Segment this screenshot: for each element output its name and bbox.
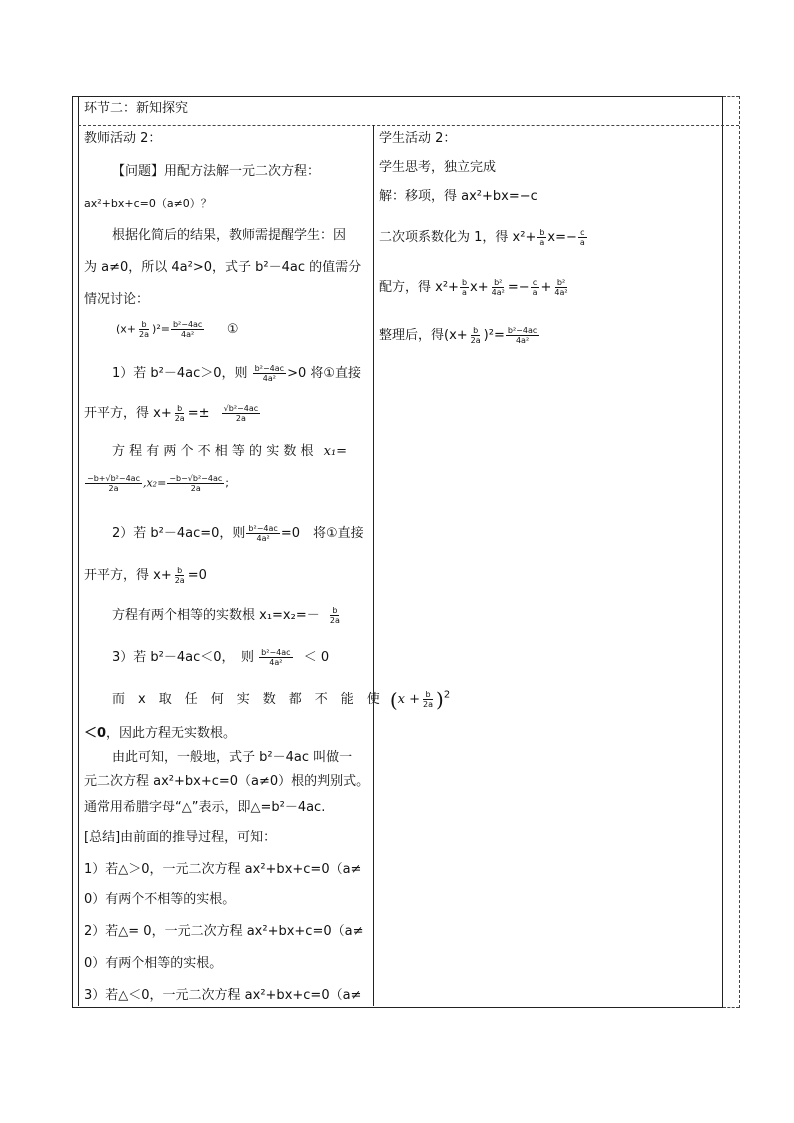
frac-den: 2a	[174, 414, 185, 423]
summary-3a: 3）若△＜0，一元二次方程 ax²+bx+c=0（a≠	[84, 988, 362, 1003]
case1-eq: =±	[187, 406, 210, 421]
solution-coefficient	[379, 228, 588, 247]
frac-den: 2a	[423, 700, 434, 709]
table-inner-left-line	[78, 96, 79, 1006]
frac-den: 4a²	[256, 534, 270, 543]
student-think: 学生思考，独立完成	[379, 160, 497, 175]
frac-num: −b−√b²−4ac	[169, 474, 223, 483]
summary-1a: 1）若△＞0，一元二次方程 ax²+bx+c=0（a≠	[84, 862, 362, 877]
frac-den: 2a	[470, 336, 481, 345]
fraction	[253, 364, 286, 383]
final-eq: )²=	[483, 328, 505, 343]
root-x1-label: x₁=	[323, 444, 348, 459]
frac-den: 2a	[235, 414, 246, 423]
case3-text-c: 而 x 取 任 何 实 数 都 不 能 使	[112, 692, 380, 707]
frac-den: a	[579, 238, 585, 247]
discriminant-line-3: 通常用希腊字母“△”表示，即△=b²－4ac.	[84, 800, 326, 815]
summary-2a: 2）若△= 0，一元二次方程 ax²+bx+c=0（a≠	[84, 924, 364, 939]
case-2-line-2	[84, 566, 207, 585]
final-text: 整理后，得(x+	[379, 328, 468, 343]
left-paren: (	[389, 687, 398, 712]
root-separator: ,x₂=	[142, 476, 167, 490]
frac-den: 2a	[108, 484, 119, 493]
square-superscript: 2	[443, 689, 451, 701]
fraction	[421, 690, 435, 709]
frac-num: b	[332, 606, 338, 615]
root-end: ;	[225, 476, 229, 490]
equation-1	[116, 320, 239, 339]
solution-final	[379, 326, 540, 345]
fraction	[173, 566, 187, 585]
fraction	[328, 606, 342, 625]
problem-statement: 【问题】用配方法解一元二次方程：	[112, 164, 321, 179]
fraction	[531, 278, 540, 297]
fraction	[85, 474, 142, 493]
table-right-dashed-border	[739, 96, 740, 1008]
summary-2b: 0）有两个相等的实根。	[84, 956, 223, 971]
solution-move: 解：移项，得 ax²+bx=−c	[379, 189, 538, 204]
case-1-roots	[84, 474, 229, 493]
case-3-line-1	[112, 648, 329, 667]
frac-num: b²	[556, 278, 566, 287]
summary-1b: 0）有两个不相等的实根。	[84, 892, 236, 907]
frac-den: 4a²	[269, 658, 283, 667]
frac-num: b	[473, 326, 479, 335]
case1-text-c: 开平方，得 x+	[84, 406, 172, 421]
comp-text: 配方，得 x²+	[379, 280, 459, 295]
fraction	[578, 228, 587, 247]
solution-complete-square	[379, 278, 571, 297]
frac-den: 4a²	[515, 336, 530, 345]
frac-den: 4a²	[491, 288, 505, 297]
frac-num: c	[580, 228, 585, 237]
frac-num: b²−4ac	[507, 326, 538, 335]
case-2-line-3	[112, 606, 343, 625]
eq1-mid: )²=	[152, 322, 170, 336]
case-2-line-1	[112, 524, 364, 543]
table-top-dash	[723, 96, 739, 97]
frac-num: b²	[494, 278, 503, 287]
coef-x: x=−	[547, 230, 577, 245]
summary-heading: [总结]由前面的推导过程，可知：	[84, 830, 277, 845]
frac-num: c	[532, 278, 538, 287]
case3-text: 3）若 b²－4ac＜0， 则	[112, 650, 255, 665]
case1-text-d: 方 程 有 两 个 不 相 等 的 实 数 根	[112, 444, 314, 459]
fraction	[469, 326, 483, 345]
frac-num: −b+√b²−4ac	[87, 474, 140, 483]
frac-num: b²−4ac	[261, 648, 291, 657]
frac-num: b	[141, 320, 147, 329]
fraction	[460, 278, 469, 297]
frac-num: b²−4ac	[248, 524, 278, 533]
frac-den: 4a²	[262, 374, 276, 383]
frac-den: 4a²	[554, 288, 568, 297]
frac-den: a	[532, 288, 538, 297]
equation-marker: ①	[226, 321, 239, 337]
case-1-line-1	[112, 364, 361, 383]
right-paren: )	[436, 687, 444, 712]
frac-den: a	[462, 288, 467, 297]
fraction	[173, 404, 187, 423]
case3-lt: ＜0	[84, 726, 107, 741]
fraction	[246, 524, 279, 543]
case-3-line-3	[84, 726, 236, 742]
frac-den: 2a	[190, 484, 201, 493]
frac-num: √b²−4ac	[223, 404, 259, 413]
case-1-line-2	[84, 404, 261, 423]
eq1-lhs: (x+	[116, 322, 137, 336]
table-bottom-dash	[723, 1007, 739, 1008]
fraction	[537, 228, 546, 247]
frac-num: b	[177, 404, 183, 413]
case-1-line-3	[112, 444, 347, 460]
frac-den: 2a	[174, 576, 185, 585]
case2-eq: =0	[187, 568, 207, 583]
reason-line-2: 为 a≠0，所以 4a²>0，式子 b²－4ac 的值需分	[84, 260, 362, 275]
frac-den: a	[539, 238, 545, 247]
case2-text-c: 开平方，得 x+	[84, 568, 172, 583]
frac-num: b	[425, 690, 431, 699]
case2-text: 2）若 b²－4ac=0，则	[112, 526, 246, 541]
fraction	[137, 320, 151, 339]
case3-end: ，因此方程无实数根。	[106, 726, 237, 741]
problem-equation: ax²+bx+c=0（a≠0）？	[84, 197, 212, 210]
fraction	[167, 474, 224, 493]
frac-num: b²−4ac	[172, 320, 203, 329]
frac-num: b	[539, 228, 545, 237]
section-header: 环节二：新知探究	[84, 101, 189, 116]
comp-eq: =−	[507, 280, 530, 295]
frac-den: 4a²	[181, 330, 195, 339]
fraction	[490, 278, 507, 297]
case2-text-b: =0 将①直接	[280, 526, 364, 541]
case3-text-b: ＜ 0	[303, 650, 330, 665]
case1-text-b: >0 将①直接	[287, 366, 362, 381]
case1-text: 1）若 b²－4ac＞0，则	[112, 366, 248, 381]
frac-num: b²−4ac	[254, 364, 285, 373]
comp-x: x+	[470, 280, 489, 295]
frac-den: 2a	[139, 330, 150, 339]
frac-num: b	[461, 278, 468, 287]
coef-text: 二次项系数化为 1，得 x²+	[379, 230, 537, 245]
header-row-separator	[78, 125, 739, 126]
discriminant-line-1: 由此可知，一般地，式子 b²－4ac 叫做一	[112, 750, 353, 765]
comp-plus: +	[540, 280, 552, 295]
column-separator	[373, 125, 374, 1006]
case-3-line-2	[112, 687, 451, 712]
fraction	[506, 326, 539, 345]
frac-num: b	[177, 566, 183, 575]
frac-den: 2a	[329, 616, 340, 625]
case2-text-d: 方程有两个相等的实数根 x₁=x₂=－	[112, 608, 320, 623]
fraction	[259, 648, 292, 667]
discriminant-line-2: 元二次方程 ax²+bx+c=0（a≠0）根的判别式。	[84, 774, 370, 789]
fraction	[222, 404, 260, 423]
fraction	[171, 320, 204, 339]
case3-expr: x +	[397, 692, 421, 707]
reason-line-3: 情况讨论：	[84, 292, 150, 307]
reason-line-1: 根据化简后的结果，教师需提醒学生：因	[112, 228, 347, 243]
teacher-activity-title: 教师活动 2：	[84, 131, 162, 146]
student-activity-title: 学生活动 2：	[379, 131, 457, 146]
fraction	[552, 278, 569, 297]
